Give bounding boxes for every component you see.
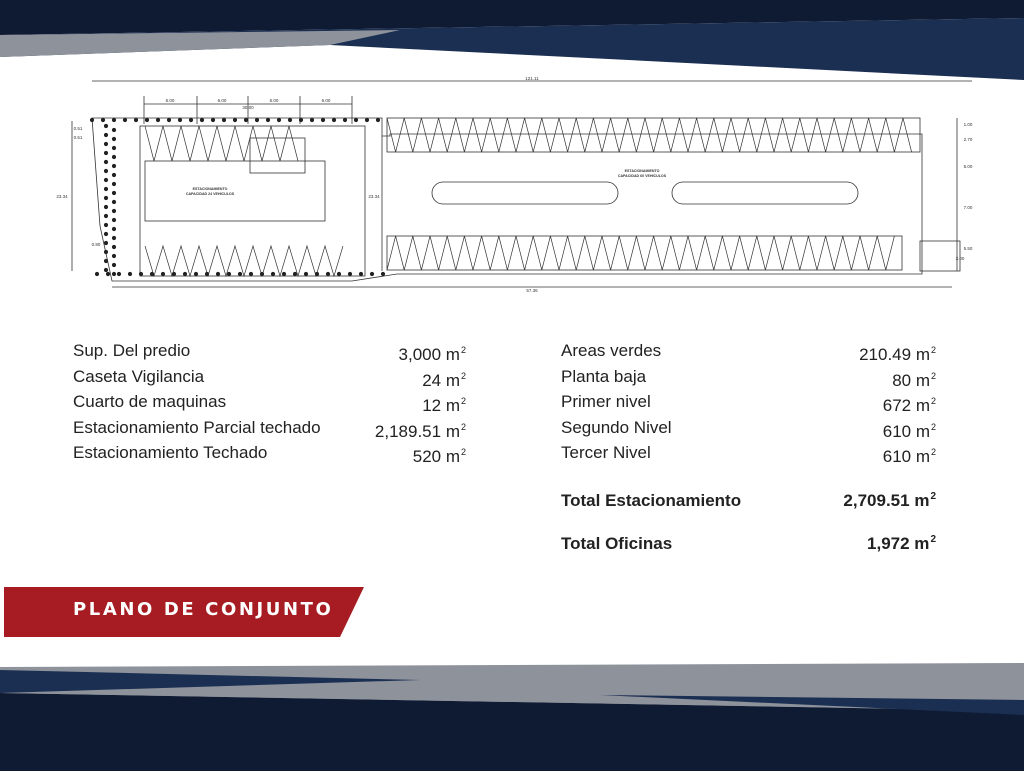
tree-symbol	[112, 137, 116, 141]
tree-symbol	[104, 196, 108, 200]
left-height-dimension-label: 23.34	[56, 194, 68, 199]
tree-symbol	[112, 200, 116, 204]
area-label: Segundo Nivel	[561, 417, 672, 437]
tree-symbol	[260, 272, 264, 276]
tree-symbol	[112, 146, 116, 150]
area-value: 12 $m^2$	[422, 396, 466, 415]
tree-symbol	[112, 263, 116, 267]
tree-symbol	[222, 118, 226, 122]
small-parking-capacity: CAPACIDAD 24 VEHICULOS	[185, 192, 235, 196]
top-dimension-label-4: 6.00	[321, 98, 331, 103]
tree-symbol	[112, 155, 116, 159]
area-label: Tercer Nivel	[561, 443, 651, 462]
small-parking-label: ESTACIONAMIENTO	[192, 187, 228, 191]
tree-symbol	[104, 178, 108, 182]
area-label: Planta baja	[561, 366, 647, 386]
area-value: 2,189.51 $m^2$	[374, 421, 466, 441]
area-label: Estacionamiento Parcial techado	[73, 417, 321, 437]
site-plan-drawing	[52, 76, 976, 294]
total-offices-row	[561, 534, 936, 554]
area-row	[73, 391, 466, 417]
areas-table-left	[73, 340, 466, 468]
tree-symbol	[288, 118, 292, 122]
total-parking-value: 2,709.51 $m^2$	[843, 491, 936, 510]
area-value: 610 $m^2$	[882, 421, 936, 441]
tree-symbol	[104, 133, 108, 137]
tree-symbol	[112, 182, 116, 186]
tree-symbol	[104, 169, 108, 173]
area-row	[561, 442, 936, 468]
tree-symbol	[90, 118, 94, 122]
tree-symbol	[332, 118, 336, 122]
tree-symbol	[244, 118, 248, 122]
overall-dimension-label: 121.11	[525, 76, 539, 81]
top-inner-dimension-label: 30.00	[242, 105, 254, 110]
tree-symbol	[104, 124, 108, 128]
tree-symbol	[104, 268, 108, 272]
tree-symbol	[112, 191, 116, 195]
area-row	[561, 366, 936, 392]
tree-symbol	[117, 272, 121, 276]
area-label: Primer nivel	[561, 392, 651, 411]
tree-symbol	[255, 118, 259, 122]
tree-symbol	[134, 118, 138, 122]
tree-symbol	[104, 205, 108, 209]
tree-symbol	[277, 118, 281, 122]
tree-symbol	[238, 272, 242, 276]
tree-symbol	[321, 118, 325, 122]
area-value: 80 $m^2$	[892, 370, 936, 390]
tree-symbol	[348, 272, 352, 276]
area-value: 610 $m^2$	[882, 447, 936, 466]
tree-symbol	[112, 245, 116, 249]
tree-symbol	[315, 272, 319, 276]
tree-symbol	[112, 128, 116, 132]
tree-symbol	[95, 272, 99, 276]
top-dimension-label-1: 6.00	[165, 98, 175, 103]
tree-symbol	[310, 118, 314, 122]
left-small-dimension-2: 0.51	[73, 135, 83, 140]
left-small-dimension-3: 0.80	[91, 242, 101, 247]
mid-height-dimension-label: 23.34	[368, 194, 380, 199]
tree-symbol	[104, 232, 108, 236]
area-value: 3,000 $m^2$	[398, 345, 466, 364]
area-label: Sup. Del predio	[73, 341, 191, 360]
tree-symbol	[365, 118, 369, 122]
top-dimension-label-3: 6.00	[269, 98, 279, 103]
tree-symbol	[343, 118, 347, 122]
tree-symbol	[112, 118, 116, 122]
area-label: Cuarto de maquinas	[73, 392, 227, 411]
tree-symbol	[370, 272, 374, 276]
tree-symbol	[167, 118, 171, 122]
right-dimension-6: 3.00	[955, 256, 965, 261]
tree-symbol	[112, 164, 116, 168]
area-row	[73, 366, 466, 392]
tree-symbol	[233, 118, 237, 122]
area-row	[561, 417, 936, 443]
tree-symbol	[104, 160, 108, 164]
tree-symbol	[194, 272, 198, 276]
area-row	[561, 391, 936, 417]
total-offices-label: Total Oficinas	[561, 534, 673, 553]
page-title: PLANO DE CONJUNTO	[73, 599, 334, 620]
tree-symbol	[104, 142, 108, 146]
area-row	[73, 442, 466, 468]
tree-symbol	[106, 272, 110, 276]
total-parking-row	[561, 491, 936, 511]
tree-symbol	[161, 272, 165, 276]
area-value: 210.49 $m^2$	[859, 345, 936, 364]
tree-symbol	[326, 272, 330, 276]
tree-symbol	[112, 236, 116, 240]
parking-stall-lines	[145, 126, 298, 161]
parking-stall-lines	[387, 236, 894, 270]
tree-symbol	[359, 272, 363, 276]
tree-symbol	[104, 223, 108, 227]
areas-table-right	[561, 340, 936, 468]
area-row	[561, 340, 936, 366]
tree-symbol	[112, 227, 116, 231]
top-dimension-label-2: 6.00	[217, 98, 227, 103]
tree-symbol	[381, 272, 385, 276]
tree-symbol	[112, 209, 116, 213]
tree-symbol	[104, 151, 108, 155]
tree-symbol	[189, 118, 193, 122]
tree-symbol	[104, 214, 108, 218]
tree-symbol	[183, 272, 187, 276]
tree-symbol	[376, 118, 380, 122]
area-value: 520 $m^2$	[412, 447, 466, 466]
large-parking-capacity: CAPACIDAD 60 VEHICULOS	[617, 174, 667, 178]
area-label: Caseta Vigilancia	[73, 366, 205, 386]
area-value: 672 $m^2$	[882, 396, 936, 415]
parking-stall-lines	[387, 118, 912, 152]
tree-symbol	[205, 272, 209, 276]
tree-symbol	[112, 272, 116, 276]
tree-symbol	[104, 241, 108, 245]
tree-symbol	[101, 118, 105, 122]
tree-symbol	[104, 187, 108, 191]
tree-symbol	[104, 250, 108, 254]
tree-symbol	[112, 173, 116, 177]
tree-symbol	[112, 218, 116, 222]
right-dimension-2: 2.70	[963, 137, 973, 142]
tree-symbol	[249, 272, 253, 276]
area-row	[73, 340, 466, 366]
tree-symbol	[227, 272, 231, 276]
bottom-dimension-label: 57.36	[526, 288, 538, 293]
tree-symbol	[112, 254, 116, 258]
area-label: Estacionamiento Techado	[73, 443, 268, 462]
area-value: 24 $m^2$	[422, 370, 466, 390]
right-dimension-5: 5.50	[963, 246, 973, 251]
tree-symbol	[293, 272, 297, 276]
tree-symbol	[145, 118, 149, 122]
tree-symbol	[200, 118, 204, 122]
area-row	[73, 417, 466, 443]
tree-symbol	[139, 272, 143, 276]
tree-symbol	[178, 118, 182, 122]
tree-symbol	[271, 272, 275, 276]
top-decorative-band	[0, 0, 1024, 80]
tree-symbol	[304, 272, 308, 276]
total-parking-label: Total Estacionamiento	[561, 491, 742, 510]
total-offices-value: 1,972 $m^2$	[867, 534, 936, 553]
tree-symbol	[104, 259, 108, 263]
tree-symbol	[354, 118, 358, 122]
area-label: Areas verdes	[561, 341, 662, 360]
tree-symbol	[172, 272, 176, 276]
parking-stall-lines	[145, 246, 343, 276]
large-parking-label: ESTACIONAMIENTO	[624, 169, 660, 173]
tree-symbol	[128, 272, 132, 276]
bottom-decorative-band	[0, 655, 1024, 771]
tree-symbol	[150, 272, 154, 276]
tree-symbol	[266, 118, 270, 122]
tree-symbol	[211, 118, 215, 122]
tree-symbol	[216, 272, 220, 276]
tree-symbol	[337, 272, 341, 276]
tree-symbol	[282, 272, 286, 276]
tree-symbol	[156, 118, 160, 122]
right-dimension-4: 7.00	[963, 205, 973, 210]
left-small-dimension-1: 0.51	[73, 126, 83, 131]
tree-symbol	[299, 118, 303, 122]
tree-symbol	[123, 118, 127, 122]
right-dimension-1: 1.00	[963, 122, 973, 127]
right-dimension-3: 5.00	[963, 164, 973, 169]
